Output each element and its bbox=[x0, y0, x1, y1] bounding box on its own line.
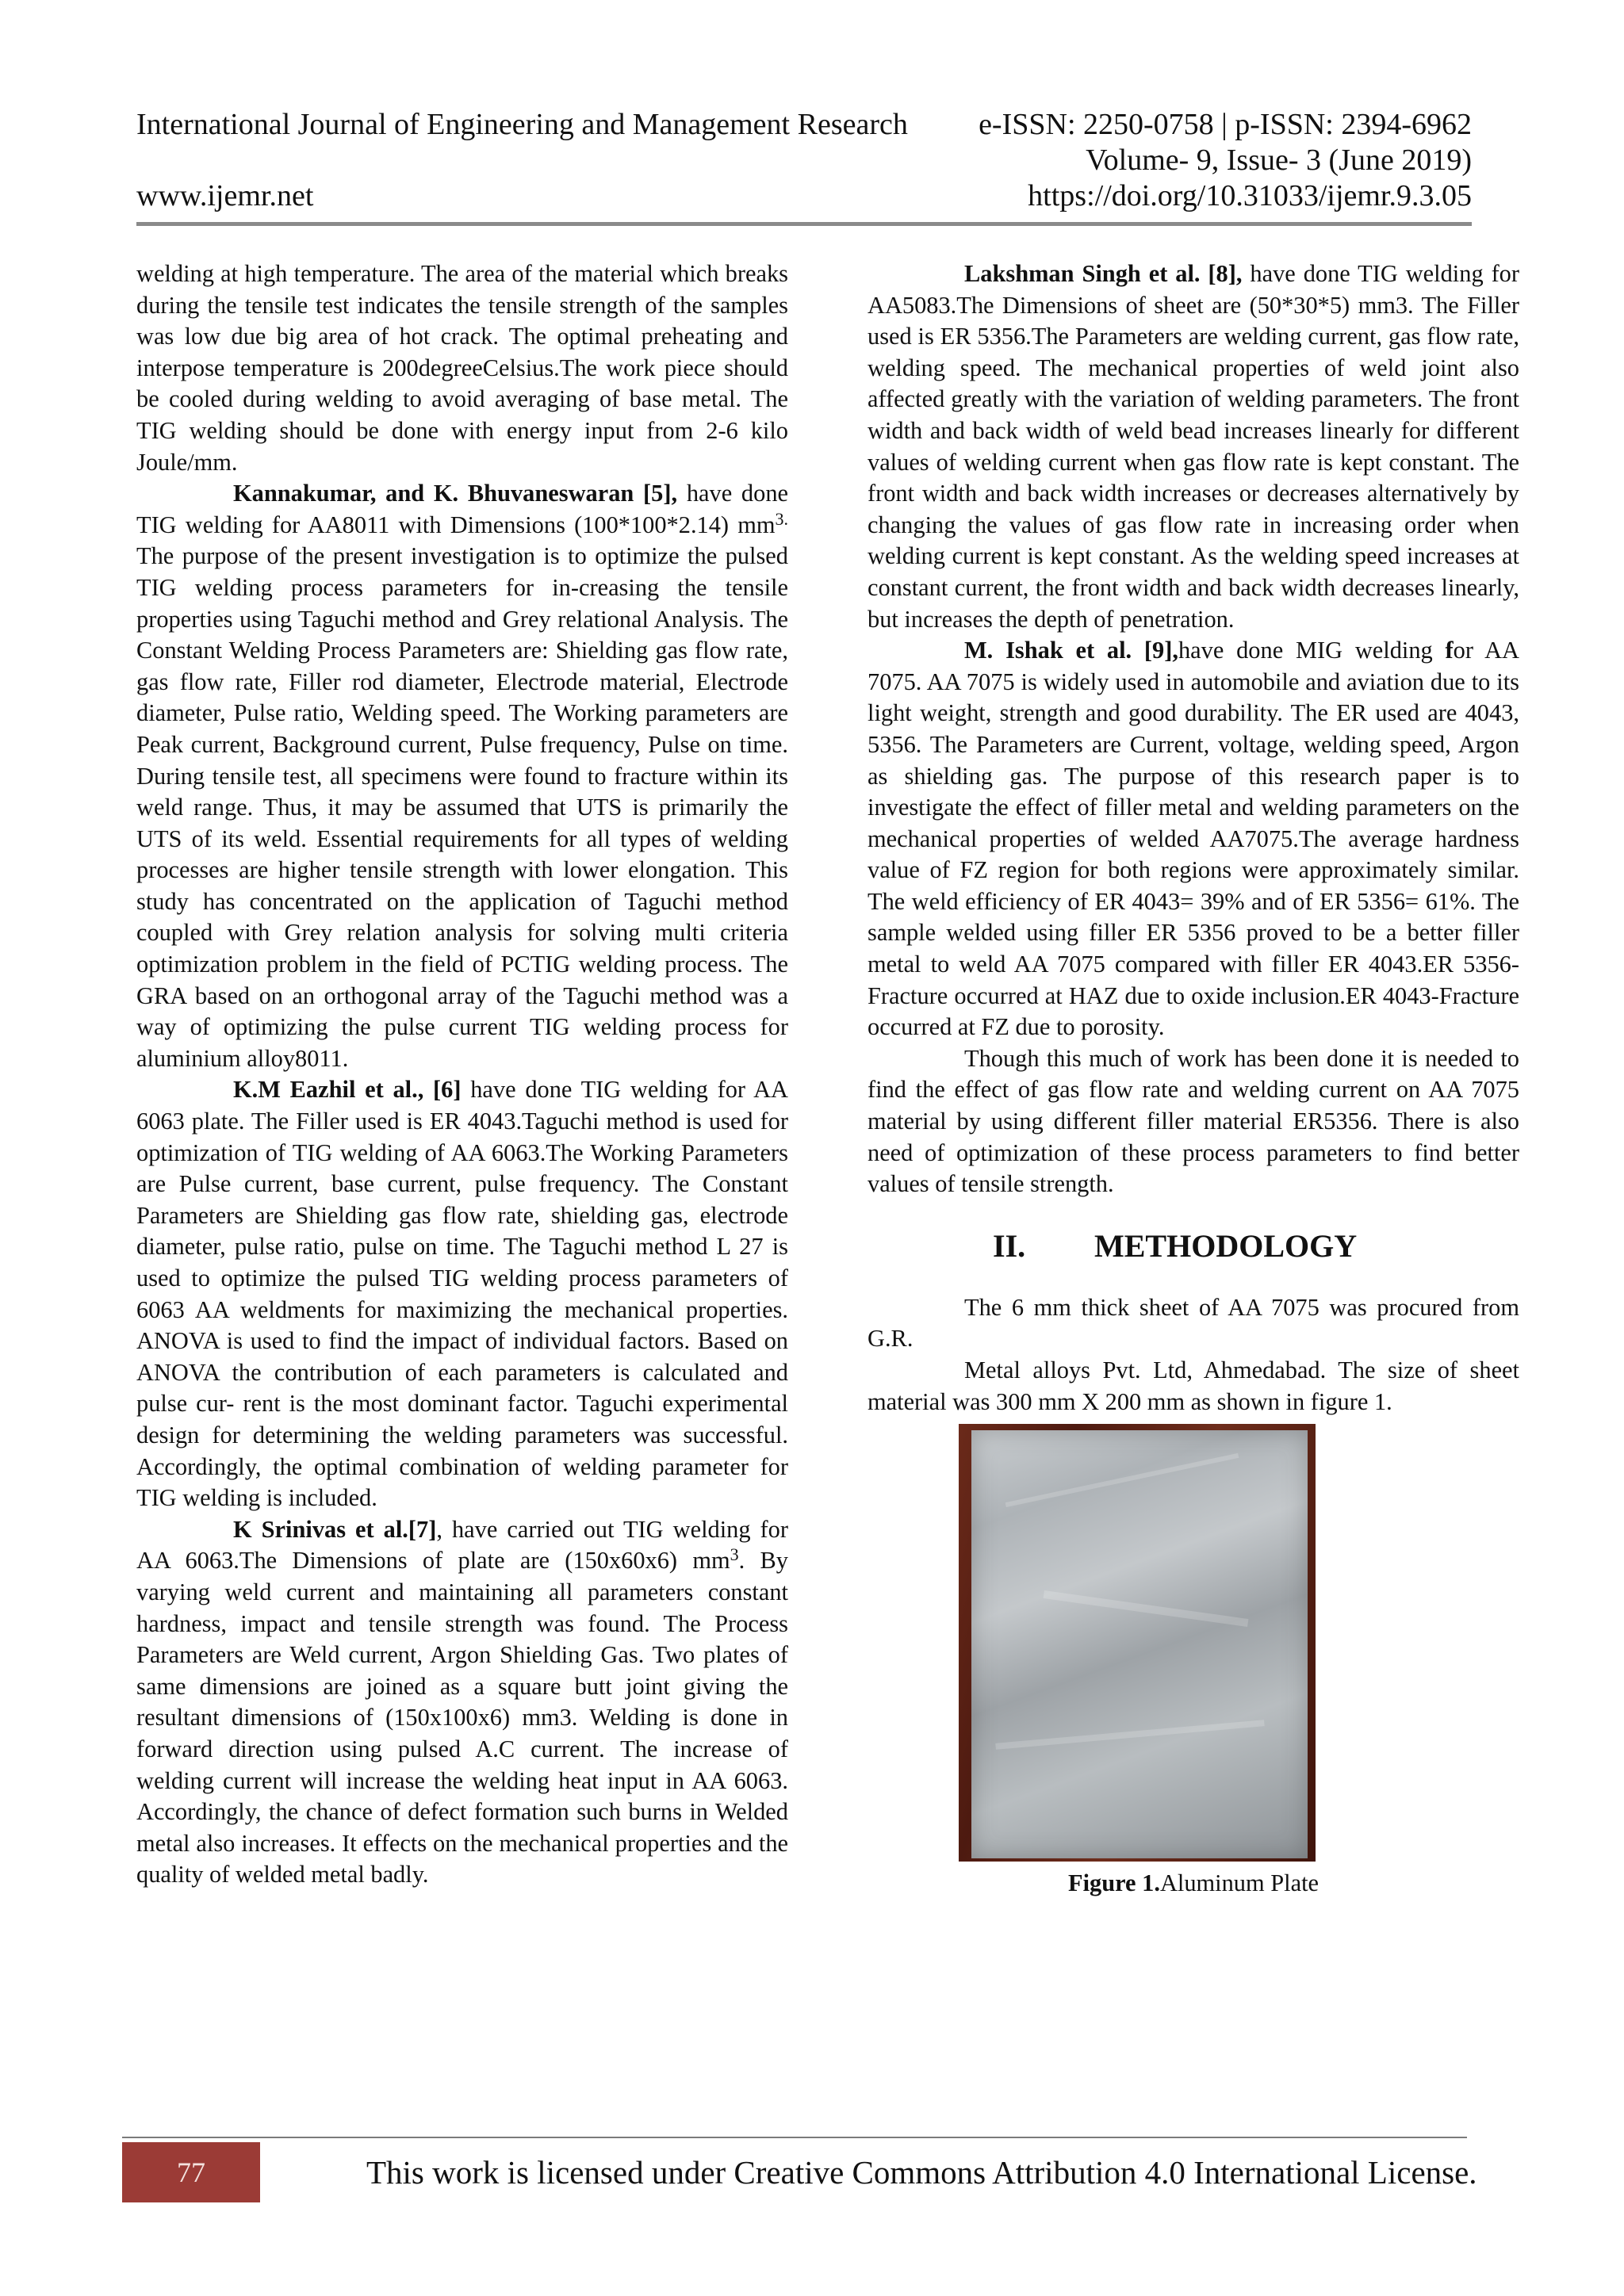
paragraph: K Srinivas et al.[7], have carried out TIG welding for AA 6063.The Dimensions of plate are (150x60x6) $mm^3$. By varying weld current and maintaining all parameters constant hardness, impact and tensile strength was found. The Process Parameters are Weld current, Argon Shielding Gas. Two plates of same dimensions are joined as a square butt joint giving the resultant dimensions of (150x100x6) mm3. Welding is done in forward direction using pulsed A.C current. The increase of welding current will increase the welding heat input in AA 6063. Accordingly, the chance of defect formation such burns in Welded metal also increases. It effects on the mechanical properties and the quality of welded metal badly. bbox=[136, 1515, 788, 1888]
volume-info: Volume- 9, Issue- 3 (June 2019) bbox=[1086, 144, 1472, 177]
paragraph: K.M Eazhil et al., [6] have done TIG welding for AA 6063 plate. The Filler used is ER 4043.Taguchi method is used for optimization of TIG welding of AA 6063.The Working Parameters are Pulse current, base current, pulse frequency. The Constant Parameters are Shielding gas flow rate, shielding gas, electrode diameter, pulse ratio, pulse on time. The Taguchi method L 27 is used to optimize the pulsed TIG welding process parameters of 6063 AA weldments for maximizing the mechanical properties. ANOVA is used to find the impact of individual factors. Based on ANOVA the contribution of each parameters is calculated and pulse cur- rent is the most dominant factor. Taguchi experimental design for determining the welding parameters was successful. Accordingly, the optimal combination of welding parameter for TIG welding is included. bbox=[136, 1076, 788, 1512]
author-citation: M. Ishak et al. [9], bbox=[964, 637, 1178, 664]
paragraph: Metal alloys Pvt. Ltd, Ahmedabad. The size of sheet material was 300 mm X 200 mm as shown in figure 1. bbox=[868, 1357, 1519, 1415]
left-column bbox=[136, 258, 788, 1891]
section-title: METHODOLOGY bbox=[1094, 1227, 1358, 1264]
footer-divider bbox=[122, 2137, 1467, 2138]
figure-label: Figure 1. bbox=[1068, 1869, 1160, 1897]
section-heading bbox=[868, 1227, 1519, 1265]
doi-link[interactable]: https://doi.org/10.31033/ijemr.9.3.05 bbox=[1028, 179, 1472, 212]
author-citation: K Srinivas et al.[7] bbox=[233, 1515, 437, 1543]
license-notice: This work is licensed under Creative Commons Attribution 4.0 International License. bbox=[366, 2154, 1477, 2191]
header-divider bbox=[136, 222, 1472, 226]
plate-sheen bbox=[1005, 1453, 1239, 1507]
figure-caption bbox=[868, 1868, 1519, 1898]
journal-name: International Journal of Engineering and Management Research bbox=[136, 108, 908, 141]
website-link[interactable]: www.ijemr.net bbox=[136, 179, 314, 212]
aluminum-plate bbox=[971, 1430, 1308, 1858]
paragraph: welding at high temperature. The area of the material which breaks during the tensile test indicates the tensile strength of the samples was low due big area of hot crack. The optimal preheating and interpose temperature is 200degreeCelsius.The work piece should be cooled during welding to avoid averaging of base metal. The TIG welding should be done with energy input from 2-6 kilo Joule/mm. bbox=[136, 260, 788, 476]
paragraph: M. Ishak et al. [9],have done MIG welding for AA 7075. AA 7075 is widely used in automobile and aviation due to its light weight, strength and good durability. The ER used are 4043, 5356. The Parameters are Current, voltage, welding speed, Argon as shielding gas. The purpose of this research paper is to investigate the effect of filler metal and welding parameters on the mechanical properties of welded AA7075.The average hardness value of FZ region for both regions were approximately similar. The weld efficiency of ER 4043= 39% and of ER 5356= 61%. The sample welded using filler ER 5356 proved to be a better filler metal to weld AA 7075 compared with filler ER 4043.ER 5356-Fracture occurred at HAZ due to oxide inclusion.ER 4043-Fracture occurred at FZ due to porosity. bbox=[868, 637, 1519, 1041]
paragraph: Though this much of work has been done it is needed to find the effect of gas flow rate and welding current on AA 7075 material by using different filler material ER5356. There is also need of optimization of these process parameters to find better values of tensile strength. bbox=[868, 1044, 1519, 1198]
paragraph: Lakshman Singh et al. [8], have done TIG welding for AA5083.The Dimensions of sheet are (50*30*5) mm3. The Filler used is ER 5356.The Parameters are welding current, gas flow rate, welding speed. The mechanical properties of weld joint also affected greatly with the variation of welding parameters. The front width and back width of weld bead increases linearly for different values of welding current when gas flow rate is kept constant. The front width and back width increases or decreases alternatively by changing the values of gas flow rate in increasing order when welding current is kept constant. As the welding speed increases at constant current, the front width and back width decreases linearly, but increases the depth of penetration. bbox=[868, 260, 1520, 633]
page-number: 77 bbox=[177, 2156, 205, 2188]
author-citation: K.M Eazhil et al., [6] bbox=[233, 1076, 462, 1104]
author-citation: Kannakumar, and K. Bhuvaneswaran [5], bbox=[233, 480, 678, 507]
section-number: II. bbox=[993, 1227, 1026, 1264]
paragraph: The 6 mm thick sheet of AA 7075 was procured from G.R. bbox=[868, 1293, 1519, 1353]
figure-caption-text: Aluminum Plate bbox=[1159, 1869, 1319, 1897]
issn-info: e-ISSN: 2250-0758 | p-ISSN: 2394-6962 bbox=[979, 108, 1472, 141]
author-citation: Lakshman Singh et al. [8], bbox=[964, 260, 1243, 287]
aluminum-plate-photo bbox=[959, 1424, 1316, 1862]
plate-sheen bbox=[995, 1720, 1264, 1750]
right-column bbox=[868, 258, 1519, 1898]
paragraph: Kannakumar, and K. Bhuvaneswaran [5], have done TIG welding for AA8011 with Dimensions (100*100*2.14) $mm^{3.}$ The purpose of the present investigation is to optimize the pulsed TIG welding process parameters for in-creasing the tensile properties using Taguchi method and Grey relational Analysis. The Constant Welding Process Parameters are: Shielding gas flow rate, gas flow rate, Filler rod diameter, Electrode material, Electrode diameter, Pulse ratio, Welding speed. The Working parameters are Peak current, Background current, Pulse frequency, Pulse on time. During tensile test, all specimens were found to fracture within its weld range. Thus, it may be assumed that UTS is primarily the UTS of its weld. Essential requirements for all types of welding processes are higher tensile strength with lower elongation. This study has concentrated on the application of Taguchi method coupled with Grey relation analysis for solving multi criteria optimization problem in the field of PCTIG welding process. The GRA based on an orthogonal array of the Taguchi method was a way of optimizing the pulse current TIG welding process for aluminium alloy8011. bbox=[136, 480, 788, 1072]
plate-sheen bbox=[1044, 1590, 1249, 1627]
